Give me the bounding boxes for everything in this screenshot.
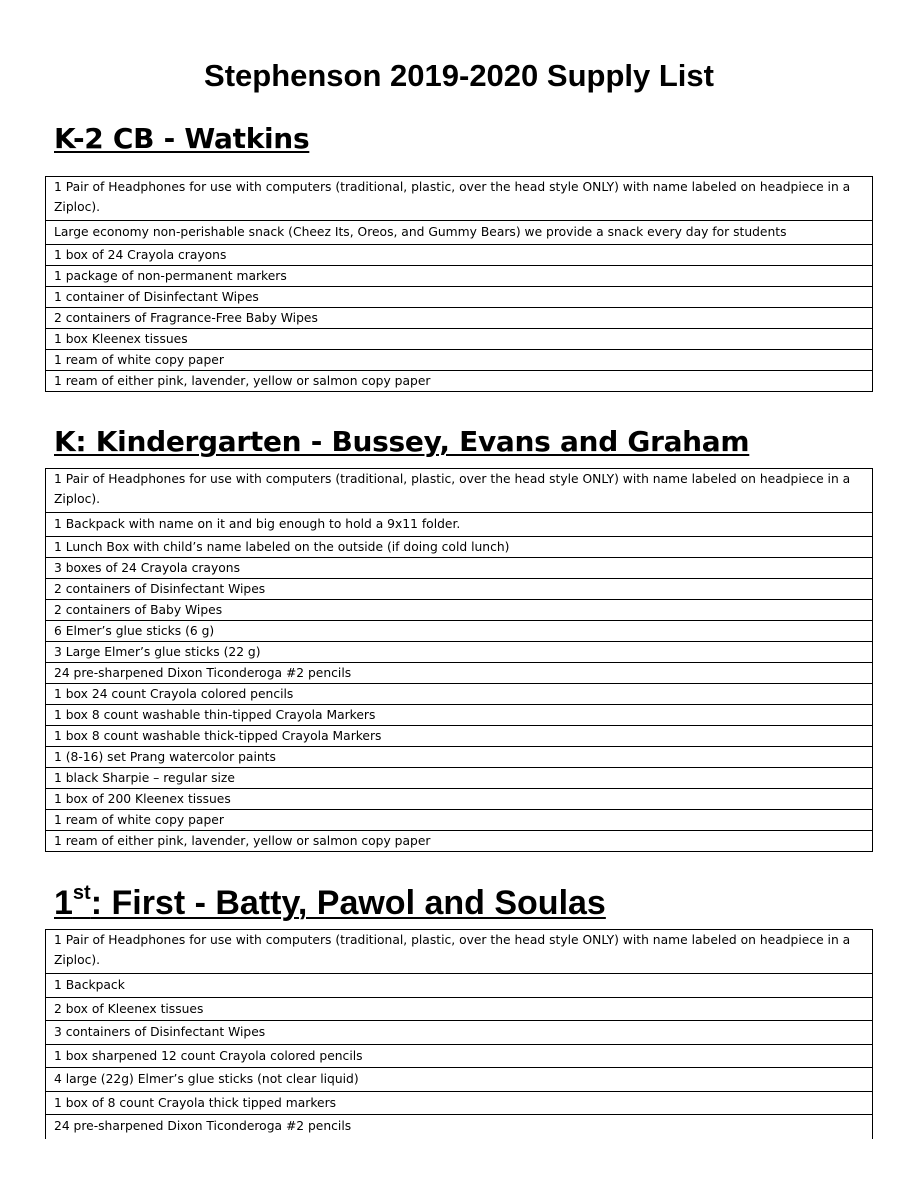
- list-item: 1 Backpack with name on it and big enough to hold a 9x11 folder.: [46, 513, 872, 537]
- list-item: 3 Large Elmer’s glue sticks (22 g): [46, 642, 872, 663]
- list-item: 1 box of 24 Crayola crayons: [46, 245, 872, 266]
- list-item: 1 container of Disinfectant Wipes: [46, 287, 872, 308]
- list-item: 1 ream of white copy paper: [46, 810, 872, 831]
- list-item: 1 box of 8 count Crayola thick tipped markers: [46, 1092, 872, 1116]
- list-item: 1 box 8 count washable thick-tipped Crayola Markers: [46, 726, 872, 747]
- list-item: 1 Lunch Box with child’s name labeled on the outside (if doing cold lunch): [46, 537, 872, 558]
- list-item: 24 pre-sharpened Dixon Ticonderoga #2 pencils: [54, 1119, 352, 1133]
- list-item: 3 boxes of 24 Crayola crayons: [46, 558, 872, 579]
- list-item: 1 Pair of Headphones for use with computers (traditional, plastic, over the head style ONLY) with name labeled on headpiece in a Ziploc).: [46, 177, 872, 221]
- list-item: 6 Elmer’s glue sticks (6 g): [46, 621, 872, 642]
- list-item: Large economy non-perishable snack (Cheez Its, Oreos, and Gummy Bears) we provide a snack every day for students: [46, 221, 872, 245]
- list-item: 2 containers of Disinfectant Wipes: [46, 579, 872, 600]
- list-item: 1 box of 200 Kleenex tissues: [46, 789, 872, 810]
- heading-grade-text: : First - Batty, Pawol and Soulas: [90, 884, 606, 922]
- list-item: 2 containers of Baby Wipes: [46, 600, 872, 621]
- list-item: 24 pre-sharpened Dixon Ticonderoga #2 pencils: [46, 663, 872, 684]
- section-heading-k2-cb: K-2 CB - Watkins: [54, 122, 310, 155]
- list-item: 1 Pair of Headphones for use with computers (traditional, plastic, over the head style ONLY) with name labeled on headpiece in a Ziploc).: [46, 930, 872, 974]
- list-item: 1 package of non-permanent markers: [46, 266, 872, 287]
- list-item: 1 (8-16) set Prang watercolor paints: [46, 747, 872, 768]
- supply-list-k2-cb: [45, 176, 873, 392]
- list-item: 1 box 24 count Crayola colored pencils: [46, 684, 872, 705]
- supply-list-kindergarten: [45, 468, 873, 852]
- section-heading-first-grade: [54, 882, 606, 922]
- list-item: 1 Pair of Headphones for use with computers (traditional, plastic, over the head style ONLY) with name labeled on headpiece in a Ziploc).: [46, 469, 872, 513]
- list-item: 4 large (22g) Elmer’s glue sticks (not clear liquid): [46, 1068, 872, 1092]
- list-item: 1 box 8 count washable thin-tipped Crayola Markers: [46, 705, 872, 726]
- list-item: 1 ream of white copy paper: [46, 350, 872, 371]
- heading-grade-number: 1: [54, 884, 73, 922]
- page-title: Stephenson 2019-2020 Supply List: [204, 58, 714, 93]
- list-item: 2 box of Kleenex tissues: [46, 998, 872, 1022]
- section-heading-kindergarten: K: Kindergarten - Bussey, Evans and Graham: [54, 425, 750, 458]
- list-item: 1 ream of either pink, lavender, yellow or salmon copy paper: [46, 371, 872, 392]
- list-item: 1 Backpack: [46, 974, 872, 998]
- supply-list-first-grade: [45, 929, 873, 1139]
- list-item: 1 box sharpened 12 count Crayola colored pencils: [46, 1045, 872, 1069]
- heading-ordinal-suffix: st: [72, 882, 91, 904]
- list-item: 1 box Kleenex tissues: [46, 329, 872, 350]
- list-item: 3 containers of Disinfectant Wipes: [46, 1021, 872, 1045]
- list-item: 1 black Sharpie – regular size: [46, 768, 872, 789]
- list-item: 1 ream of either pink, lavender, yellow or salmon copy paper: [46, 831, 872, 852]
- list-item: 2 containers of Fragrance-Free Baby Wipes: [46, 308, 872, 329]
